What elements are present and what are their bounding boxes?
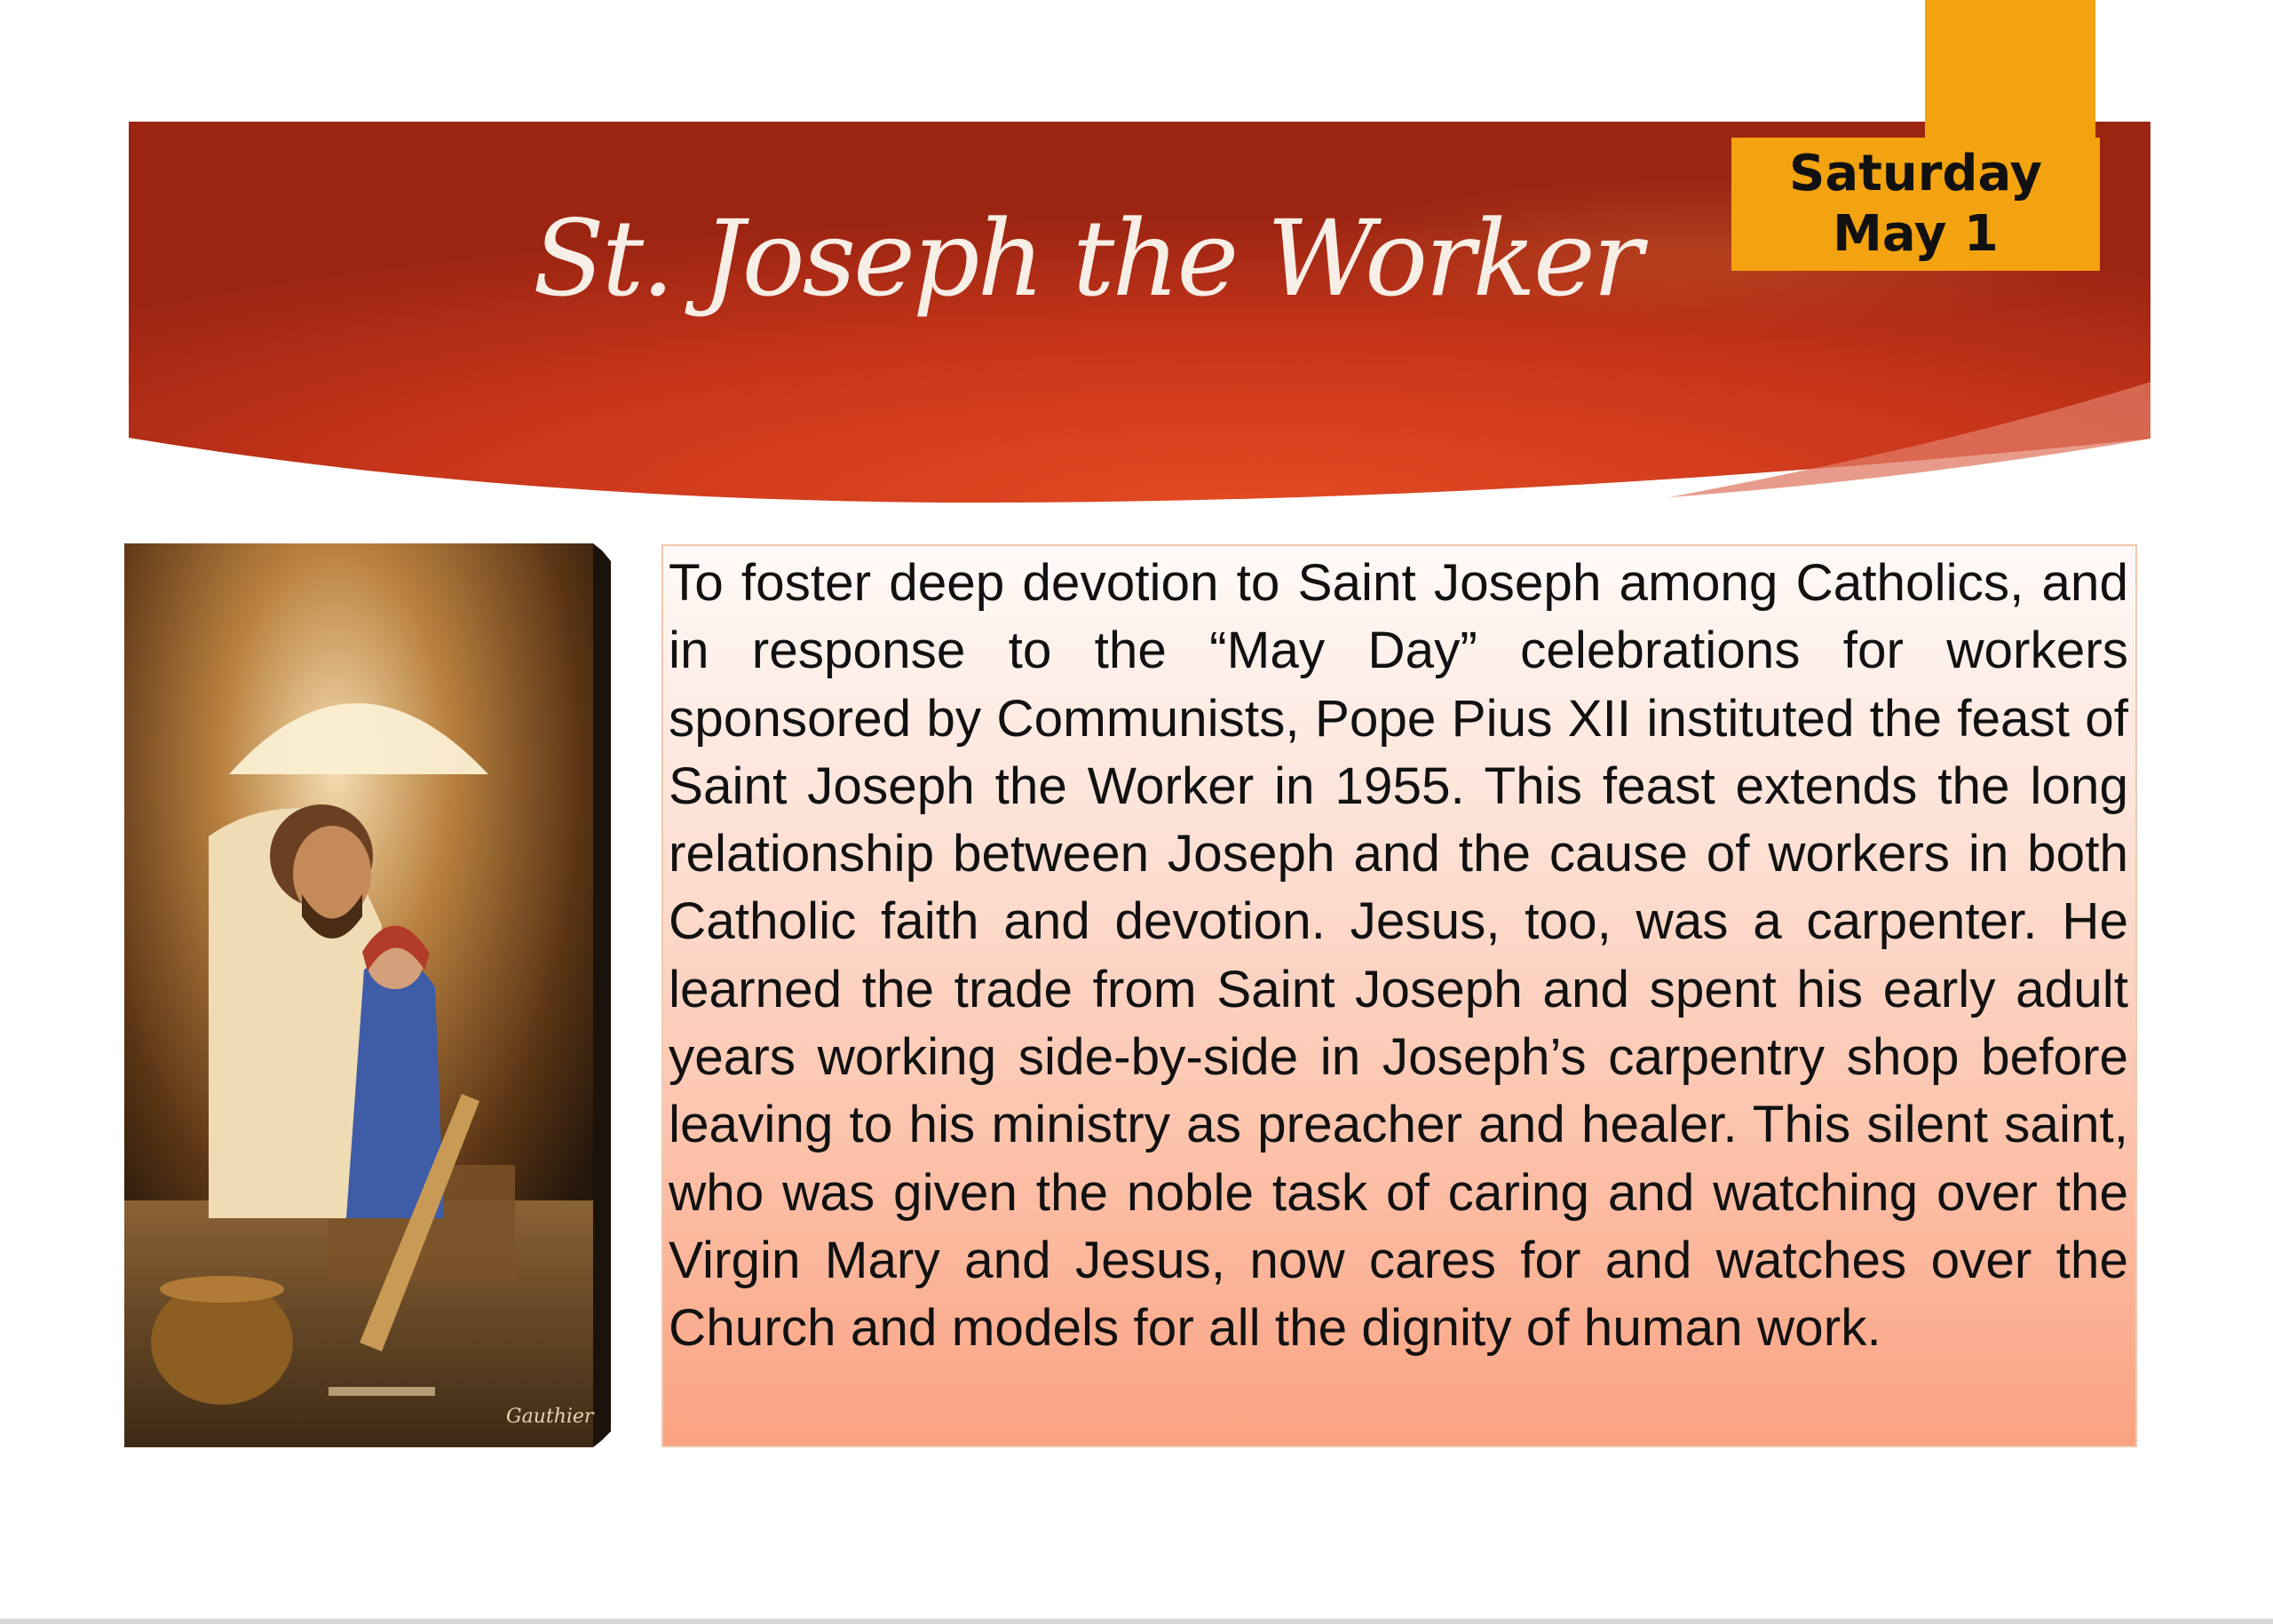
date-badge <box>1731 138 2100 271</box>
bottom-divider <box>0 1619 2273 1624</box>
body-text-box <box>661 544 2137 1447</box>
date-tab-accent <box>1925 0 2095 142</box>
slide-title: St. Joseph the Worker <box>533 197 1641 320</box>
date-day: Saturday <box>1788 144 2043 202</box>
body-paragraph: To foster deep devotion to Saint Joseph among Catholics, and in response to the “May Day” celebrations for workers sponsored by Communists, Pope Pius XII instituted the feast of Saint Joseph the Worker in 1955. This feast extends the long relationship between Joseph and the cause of workers in both Catholic faith and devotion. Jesus, too, was a carpenter. He learned the trade from Saint Joseph and spent his early adult years working side-by-side in Joseph’s carpentry shop before leaving to his ministry as preacher and healer. This silent saint, who was given the noble task of caring and watching over the Virgin Mary and Jesus, now cares for and watches over the Church and models for all the dignity of human work. <box>669 554 2128 1358</box>
joseph-and-jesus-carpentry-painting <box>124 543 613 1447</box>
painting-signature: Gauthier <box>506 1406 594 1428</box>
date-month-day: May 1 <box>1833 205 1999 263</box>
